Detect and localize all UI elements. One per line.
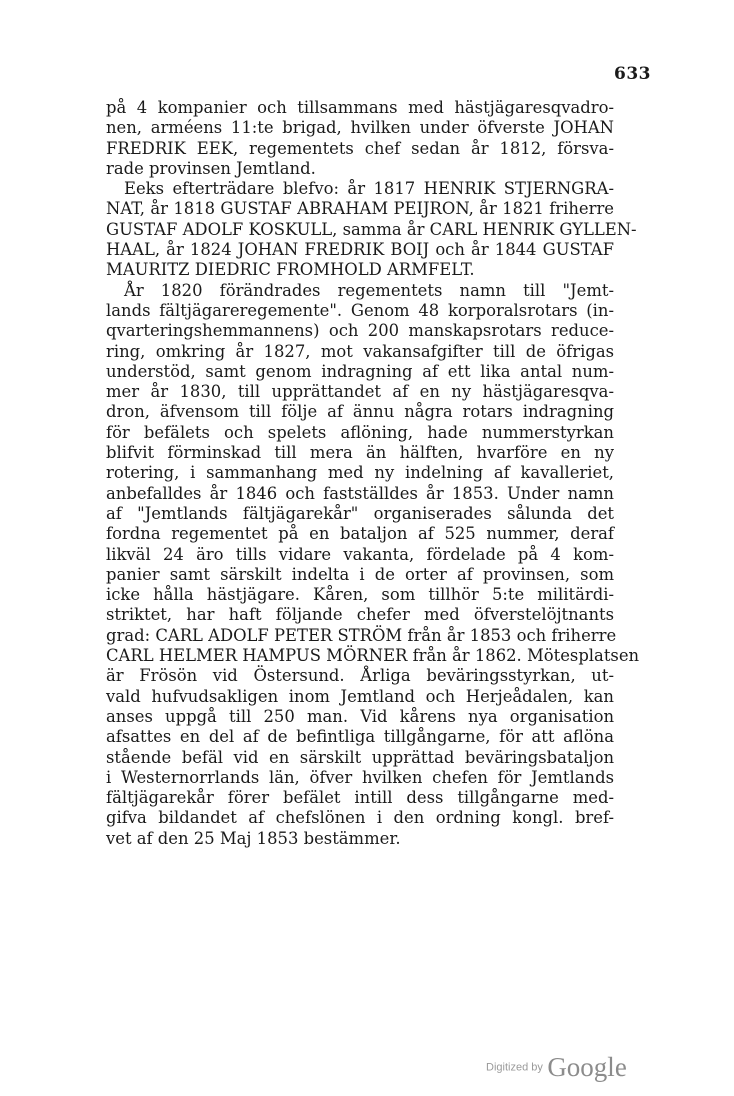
text-line: stående befäl vid en särskilt upprättad beväringsbataljon	[106, 747, 614, 767]
text-line: CARL HELMER HAMPUS MÖRNER från år 1862. Mötesplatsen	[106, 646, 640, 666]
text-line: ring, omkring år 1827, mot vakansafgifter till de öfrigas	[106, 341, 614, 361]
text-line: FREDRIK EEK, regementets chef sedan år 1812, försva-	[106, 138, 614, 158]
text-line: NAT, år 1818 GUSTAF ABRAHAM PEIJRON, år 1821 friherre	[106, 199, 614, 219]
text-line: är Frösön vid Östersund. Årliga beväringsstyrkan, ut-	[106, 666, 614, 686]
google-logo: Google	[547, 1052, 627, 1082]
text-line: GUSTAF ADOLF KOSKULL, samma år CARL HENRIK GYLLEN-	[106, 219, 637, 239]
text-line: MAURITZ DIEDRIC FROMHOLD ARMFELT.	[106, 260, 475, 280]
text-line: Eeks efterträdare blefvo: år 1817 HENRIK STJERNGRA-	[124, 179, 614, 199]
digitized-watermark	[486, 1052, 627, 1083]
text-line: för befälets och spelets aflöning, hade nummerstyrkan	[106, 422, 614, 442]
text-line: rade provinsen Jemtland.	[106, 158, 316, 178]
text-line: på 4 kompanier och tillsammans med hästjägaresqvadro-	[106, 98, 614, 117]
text-line: af "Jemtlands fältjägarekår" organiserades sålunda det	[106, 503, 614, 523]
text-line: understöd, samt genom indragning af ett lika antal num-	[106, 361, 614, 381]
text-line: blifvit förminskad till mera än hälften, hvarföre en ny	[106, 443, 614, 463]
text-line: qvarteringshemmannens) och 200 manskapsrotars reduce-	[106, 321, 614, 341]
text-line: mer år 1830, till upprättandet af en ny hästjägaresqva-	[106, 382, 614, 402]
text-line: HAAL, år 1824 JOHAN FREDRIK BOIJ och år 1844 GUSTAF	[106, 240, 614, 260]
text-line: nen, arméens 11:te brigad, hvilken under öfverste JOHAN	[106, 118, 614, 138]
text-line: i Westernorrlands län, öfver hvilken chefen för Jemtlands	[106, 767, 614, 787]
body-text	[106, 98, 640, 849]
text-line: afsattes en del af de befintliga tillgångarne, för att aflöna	[106, 727, 614, 747]
text-line: År 1820 förändrades regementets namn till "Jemt-	[124, 280, 614, 300]
text-line: vet af den 25 Maj 1853 bestämmer.	[106, 828, 401, 848]
text-line: anses uppgå till 250 man. Vid kårens nya organisation	[106, 706, 614, 726]
text-line: gifva bildandet af chefslönen i den ordning kongl. bref-	[106, 808, 614, 828]
text-line: icke hålla hästjägare. Kåren, som tillhör 5:te militärdi-	[106, 585, 614, 605]
text-line: grad: CARL ADOLF PETER STRÖM från år 1853 och friherre	[106, 625, 617, 645]
digitized-by-label: Digitized by	[486, 1061, 543, 1074]
text-line: lands fältjägareregemente". Genom 48 korporalsrotars (in-	[106, 300, 614, 320]
page-number: 633	[614, 64, 651, 84]
text-line: dron, äfvensom till följe af ännu några rotars indragning	[106, 402, 614, 422]
text-line: rotering, i sammanhang med ny indelning af kavalleriet,	[106, 463, 614, 483]
text-line: panier samt särskilt indelta i de orter af provinsen, som	[106, 564, 614, 584]
text-line: striktet, har haft följande chefer med öfverstelöjtnants	[106, 605, 614, 625]
text-line: fältjägarekår förer befälet intill dess tillgångarne med-	[106, 788, 614, 808]
text-line: vald hufvudsakligen inom Jemtland och Herjeådalen, kan	[106, 686, 614, 706]
text-line: anbefalldes år 1846 och fastställdes år 1853. Under namn	[106, 483, 614, 503]
text-line: fordna regementet på en bataljon af 525 nummer, deraf	[106, 524, 614, 544]
text-line: likväl 24 äro tills vidare vakanta, fördelade på 4 kom-	[106, 544, 614, 564]
